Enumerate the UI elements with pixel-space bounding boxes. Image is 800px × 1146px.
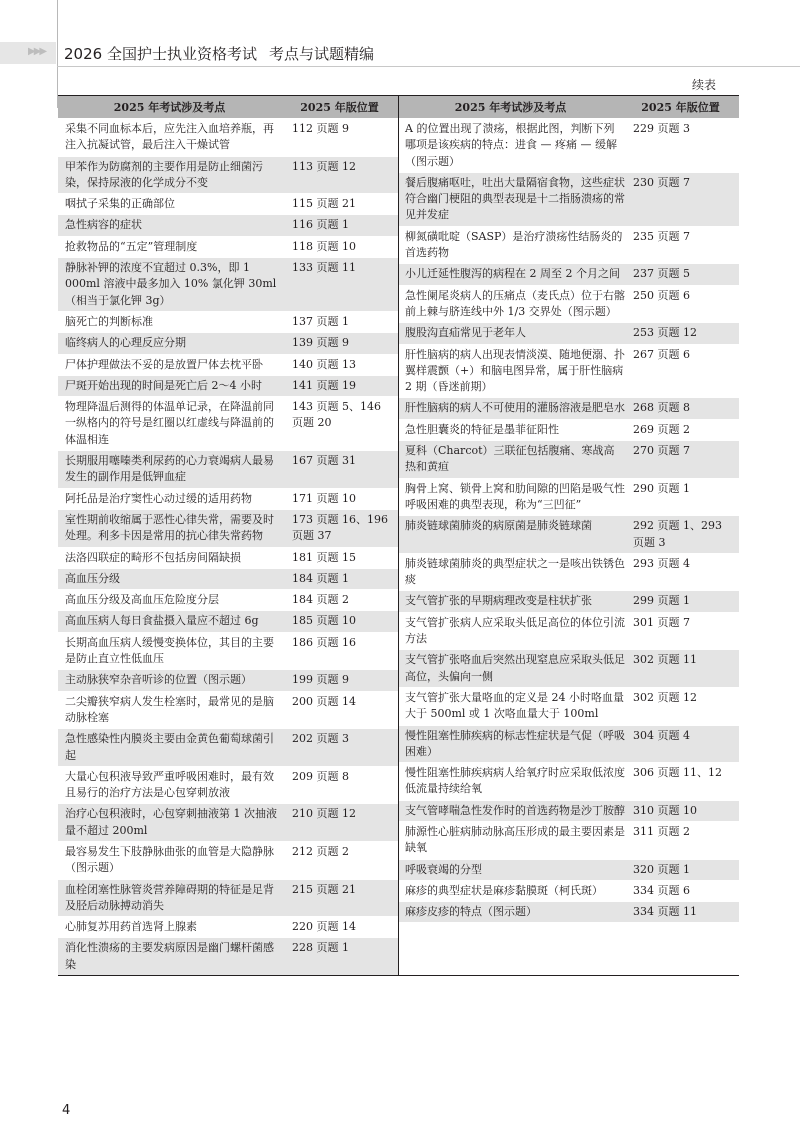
table-row: [58, 803, 398, 841]
table-row: [58, 937, 398, 975]
topic-cell: 尸体护理做法不妥的是放置尸体去枕平卧: [65, 357, 263, 371]
table-row: [58, 311, 398, 332]
position-cell: 112 页题 9: [292, 122, 349, 135]
topic-cell: 静脉补钾的浓度不宜超过 0.3%，即 1 000ml 溶液中最多加入 10% 氯化钾 30ml（相当于氯化钾 3g）: [65, 261, 277, 307]
position-cell: 268 页题 8: [633, 401, 690, 415]
topic-cell: 主动脉狭窄杂音听诊的位置（图示题）: [65, 673, 252, 687]
topic-cell: 支气管扩张的早期病理改变是柱状扩张: [405, 594, 592, 608]
table-row: [58, 589, 398, 610]
position-cell: 269 页题 2: [633, 422, 690, 436]
position-cell: 267 页题 6: [633, 347, 690, 361]
position-cell: 253 页题 12: [633, 326, 697, 340]
topic-cell: 阿托品是治疗窦性心动过缓的适用药物: [65, 491, 252, 505]
table-row: [58, 841, 398, 879]
position-cell: 320 页题 1: [633, 862, 690, 876]
position-cell: 306 页题 11、12: [633, 766, 722, 780]
position-cell: 200 页题 14: [292, 694, 356, 708]
topic-cell: 肺炎链球菌肺炎的典型症状之一是咳出铁锈色痰: [405, 556, 625, 587]
column-header-position: 2025 年版位置: [300, 101, 379, 114]
topic-cell: 高血压病人每日食盐摄入量应不超过 6g: [65, 614, 259, 628]
position-cell: 215 页题 21: [292, 882, 356, 896]
position-cell: 113 页题 12: [292, 159, 356, 173]
table-row: [58, 610, 398, 631]
position-cell: 137 页题 1: [292, 314, 349, 328]
table-right-half: [398, 96, 739, 975]
topic-cell: 急性病容的症状: [65, 218, 142, 232]
position-cell: 229 页题 3: [633, 122, 690, 135]
position-cell: 184 页题 2: [292, 593, 349, 607]
table-row: [58, 547, 398, 568]
column-header-topic: 2025 年考试涉及考点: [113, 101, 226, 114]
table-header: [399, 96, 739, 118]
topic-cell: 肺源性心脏病肺动脉高压形成的最主要因素是缺氧: [405, 824, 625, 855]
table-row: [399, 762, 739, 800]
position-cell: 115 页题 21: [292, 197, 356, 211]
topic-cell: 夏科（Charcot）三联征包括腹痛、寒战高热和黄疸: [405, 444, 615, 474]
topic-cell: 麻疹皮疹的特点（图示题）: [405, 905, 537, 919]
topic-cell: 肝性脑病的病人出现表情淡漠、随地便溺、扑翼样震颤（+）和脑电图异常，属于肝性脑病 2 期（昏迷前期）: [405, 347, 625, 394]
topic-cell: 急性胆囊炎的特征是墨菲征阳性: [405, 422, 559, 436]
table-row: [399, 821, 739, 859]
position-cell: 293 页题 4: [633, 556, 690, 570]
position-cell: 230 页题 7: [633, 175, 690, 189]
table-row: [399, 687, 739, 725]
topic-cell: 物理降温后测得的体温单记录，在降温前同一纵格内的符号是红圈以红虚线与降温前的体温相连: [65, 400, 274, 446]
position-cell: 237 页题 5: [633, 267, 690, 281]
table-row: [399, 263, 739, 284]
topic-cell: 消化性溃疡的主要发病原因是幽门螺杆菌感染: [65, 941, 274, 971]
topic-cell: 支气管扩张大量咯血的定义是 24 小时咯血量大于 500ml 或 1 次咯血量大于 100ml: [405, 690, 624, 721]
table-header: [58, 96, 398, 118]
position-cell: 118 页题 10: [292, 239, 356, 253]
column-header-topic: 2025 年考试涉及考点: [454, 101, 567, 114]
table-left-half: [58, 96, 398, 975]
position-cell: 228 页题 1: [292, 941, 349, 955]
book-title-main: 2026 全国护士执业资格考试: [64, 45, 257, 63]
table-row: [399, 612, 739, 650]
topic-cell: 高血压分级: [65, 571, 120, 585]
position-cell: 171 页题 10: [292, 491, 356, 505]
table-row: [58, 236, 398, 257]
topic-cell: 慢性阻塞性肺疾病病人给氧疗时应采取低浓度低流量持续给氧: [405, 766, 625, 796]
table-row: [58, 632, 398, 670]
table-row: [58, 728, 398, 766]
table-row: [399, 172, 739, 226]
position-cell: 311 页题 2: [633, 824, 690, 838]
topic-cell: 支气管扩张病人应采取头低足高位的体位引流方法: [405, 615, 625, 646]
topic-cell: 血栓闭塞性脉管炎营养障碍期的特征是足背及胫后动脉搏动消失: [65, 882, 274, 912]
position-cell: 235 页题 7: [633, 229, 690, 243]
table-row: [58, 354, 398, 375]
topic-cell: 麻疹的典型症状是麻疹黏膜斑（柯氏斑）: [405, 883, 603, 897]
table-row: [58, 568, 398, 589]
position-cell: 290 页题 1: [633, 481, 690, 495]
position-cell: 202 页题 3: [292, 732, 349, 746]
position-cell: 302 页题 11: [633, 653, 697, 667]
topic-cell: 柳氮磺吡啶（SASP）是治疗溃疡性结肠炎的首选药物: [405, 229, 623, 260]
position-cell: 143 页题 5、146 页题 20: [292, 400, 381, 430]
table-row: [58, 332, 398, 353]
table-row: [399, 800, 739, 821]
topic-cell: 支气管扩张咯血后突然出现窒息应采取头低足高位，头偏向一侧: [405, 653, 625, 683]
position-cell: 116 页题 1: [292, 218, 349, 232]
table-row: [399, 478, 739, 516]
continued-label: 续表: [691, 78, 716, 92]
book-title-sub: 考点与试题精编: [268, 45, 374, 63]
position-cell: 186 页题 16: [292, 635, 356, 649]
topic-cell: 甲苯作为防腐剂的主要作用是防止细菌污染，保持尿液的化学成分不变: [65, 159, 263, 189]
topic-cell: 急性感染性内膜炎主要由金黄色葡萄球菌引起: [65, 732, 274, 762]
topic-cell: 肝性脑病的病人不可使用的灌肠溶液是肥皂水: [405, 401, 625, 415]
position-cell: 185 页题 10: [292, 614, 356, 628]
position-cell: 210 页题 12: [292, 807, 356, 821]
topic-cell: 室性期前收缩属于恶性心律失常，需要及时处理。利多卡因是常用的抗心律失常药物: [65, 512, 274, 543]
table-body-right: [399, 118, 739, 922]
position-cell: 304 页题 4: [633, 728, 690, 742]
exam-points-table: [58, 95, 739, 976]
position-cell: 199 页题 9: [292, 673, 349, 687]
topic-cell: 抢救物品的“五定”管理制度: [65, 239, 198, 253]
topic-cell: 最容易发生下肢静脉曲张的血管是大隐静脉（图示题）: [65, 844, 274, 875]
table-row: [399, 419, 739, 440]
position-cell: 184 页题 1: [292, 571, 349, 585]
topic-cell: 二尖瓣狭窄病人发生栓塞时，最常见的是脑动脉栓塞: [65, 694, 274, 724]
table-row: [399, 118, 739, 172]
position-cell: 310 页题 10: [633, 803, 697, 817]
topic-cell: 大量心包积液导致严重呼吸困难时，最有效且易行的治疗方法是心包穿刺放液: [65, 769, 274, 800]
table-row: [58, 879, 398, 917]
topic-cell: 脑死亡的判断标准: [65, 314, 153, 328]
table-row: [58, 156, 398, 194]
column-header-position: 2025 年版位置: [641, 101, 720, 114]
table-row: [399, 515, 739, 553]
table-row: [58, 375, 398, 396]
position-cell: 270 页题 7: [633, 444, 690, 458]
topic-cell: 高血压分级及高血压危险度分层: [65, 593, 219, 607]
table-row: [58, 396, 398, 450]
position-cell: 173 页题 16、196 页题 37: [292, 512, 388, 543]
topic-cell: 临终病人的心理反应分期: [65, 336, 186, 350]
table-row: [399, 649, 739, 687]
position-cell: 334 页题 6: [633, 883, 690, 897]
position-cell: 301 页题 7: [633, 615, 690, 629]
position-cell: 250 页题 6: [633, 288, 690, 302]
table-row: [399, 725, 739, 763]
topic-cell: 急性阑尾炎病人的压痛点（麦氏点）位于右髂前上棘与脐连线中外 1/3 交界处（图示题）: [405, 288, 625, 318]
table-row: [399, 285, 739, 323]
position-cell: 141 页题 19: [292, 378, 356, 392]
table-row: [58, 214, 398, 235]
topic-cell: 心肺复苏用药首选肾上腺素: [65, 920, 197, 934]
table-row: [58, 766, 398, 804]
topic-cell: 支气管哮喘急性发作时的首选药物是沙丁胺醇: [405, 803, 625, 817]
topic-cell: 呼吸衰竭的分型: [405, 862, 482, 876]
table-row: [58, 118, 398, 156]
table-row: [58, 193, 398, 214]
position-cell: 139 页题 9: [292, 336, 349, 350]
topic-cell: 咽拭子采集的正确部位: [65, 197, 175, 211]
table-row: [399, 322, 739, 343]
table-row: [399, 344, 739, 398]
table-row: [399, 440, 739, 478]
topic-cell: 治疗心包积液时，心包穿刺抽液第 1 次抽液量不超过 200ml: [65, 807, 277, 837]
table-row: [58, 257, 398, 311]
position-cell: 209 页题 8: [292, 769, 349, 783]
header-divider: [57, 0, 58, 108]
book-title: [64, 43, 374, 64]
table-row: [58, 509, 398, 547]
position-cell: 140 页题 13: [292, 357, 356, 371]
table-row: [58, 916, 398, 937]
table-row: [399, 397, 739, 418]
position-cell: 299 页题 1: [633, 594, 690, 608]
position-cell: 167 页题 31: [292, 454, 356, 468]
topic-cell: A 的位置出现了溃疡，根据此图，判断下列哪项是该疾病的特点：进食 — 疼痛 — 缓解（图示题）: [405, 122, 617, 168]
topic-cell: 胸骨上窝、锁骨上窝和肋间隙的凹陷是吸气性呼吸困难的典型表现，称为“三凹征”: [405, 481, 625, 511]
position-cell: 292 页题 1、293 页题 3: [633, 519, 722, 549]
topic-cell: 腹股沟直疝常见于老年人: [405, 326, 526, 340]
table-row: [399, 880, 739, 901]
page-number: 4: [62, 1103, 71, 1118]
chevron-right-icon: ▶▶▶: [28, 46, 46, 57]
topic-cell: 尸斑开始出现的时间是死亡后 2～4 小时: [65, 378, 262, 392]
table-row: [58, 450, 398, 488]
topic-cell: 采集不同血标本后，应先注入血培养瓶，再注入抗凝试管，最后注入干燥试管: [65, 122, 274, 152]
topic-cell: 长期高血压病人缓慢变换体位，其目的主要是防止直立性低血压: [65, 635, 274, 666]
topic-cell: 慢性阻塞性肺疾病的标志性症状是气促（呼吸困难）: [405, 728, 625, 758]
position-cell: 181 页题 15: [292, 550, 356, 564]
table-row: [399, 553, 739, 591]
table-row: [58, 488, 398, 509]
table-row: [399, 226, 739, 264]
position-cell: 212 页题 2: [292, 844, 349, 858]
topic-cell: 长期服用噻嗪类利尿药的心力衰竭病人最易发生的副作用是低钾血症: [65, 454, 274, 484]
position-cell: 334 页题 11: [633, 905, 697, 919]
table-row: [58, 669, 398, 690]
position-cell: 302 页题 12: [633, 690, 697, 704]
table-row: [399, 590, 739, 611]
topic-cell: 小儿迁延性腹泻的病程在 2 周至 2 个月之间: [405, 267, 620, 281]
topic-cell: 法洛四联症的畸形不包括房间隔缺损: [65, 550, 241, 564]
table-body-left: [58, 118, 398, 975]
position-cell: 220 页题 14: [292, 920, 356, 934]
header-rule: [57, 66, 800, 67]
topic-cell: 餐后腹痛呕吐，吐出大量隔宿食物，这些症状符合幽门梗阻的典型表现是十二指肠溃疡的常见并发症: [405, 175, 625, 222]
position-cell: 133 页题 11: [292, 261, 356, 275]
topic-cell: 肺炎链球菌肺炎的病原菌是肺炎链球菌: [405, 519, 592, 533]
table-row: [399, 859, 739, 880]
table-row: [399, 901, 739, 922]
table-row: [58, 691, 398, 729]
